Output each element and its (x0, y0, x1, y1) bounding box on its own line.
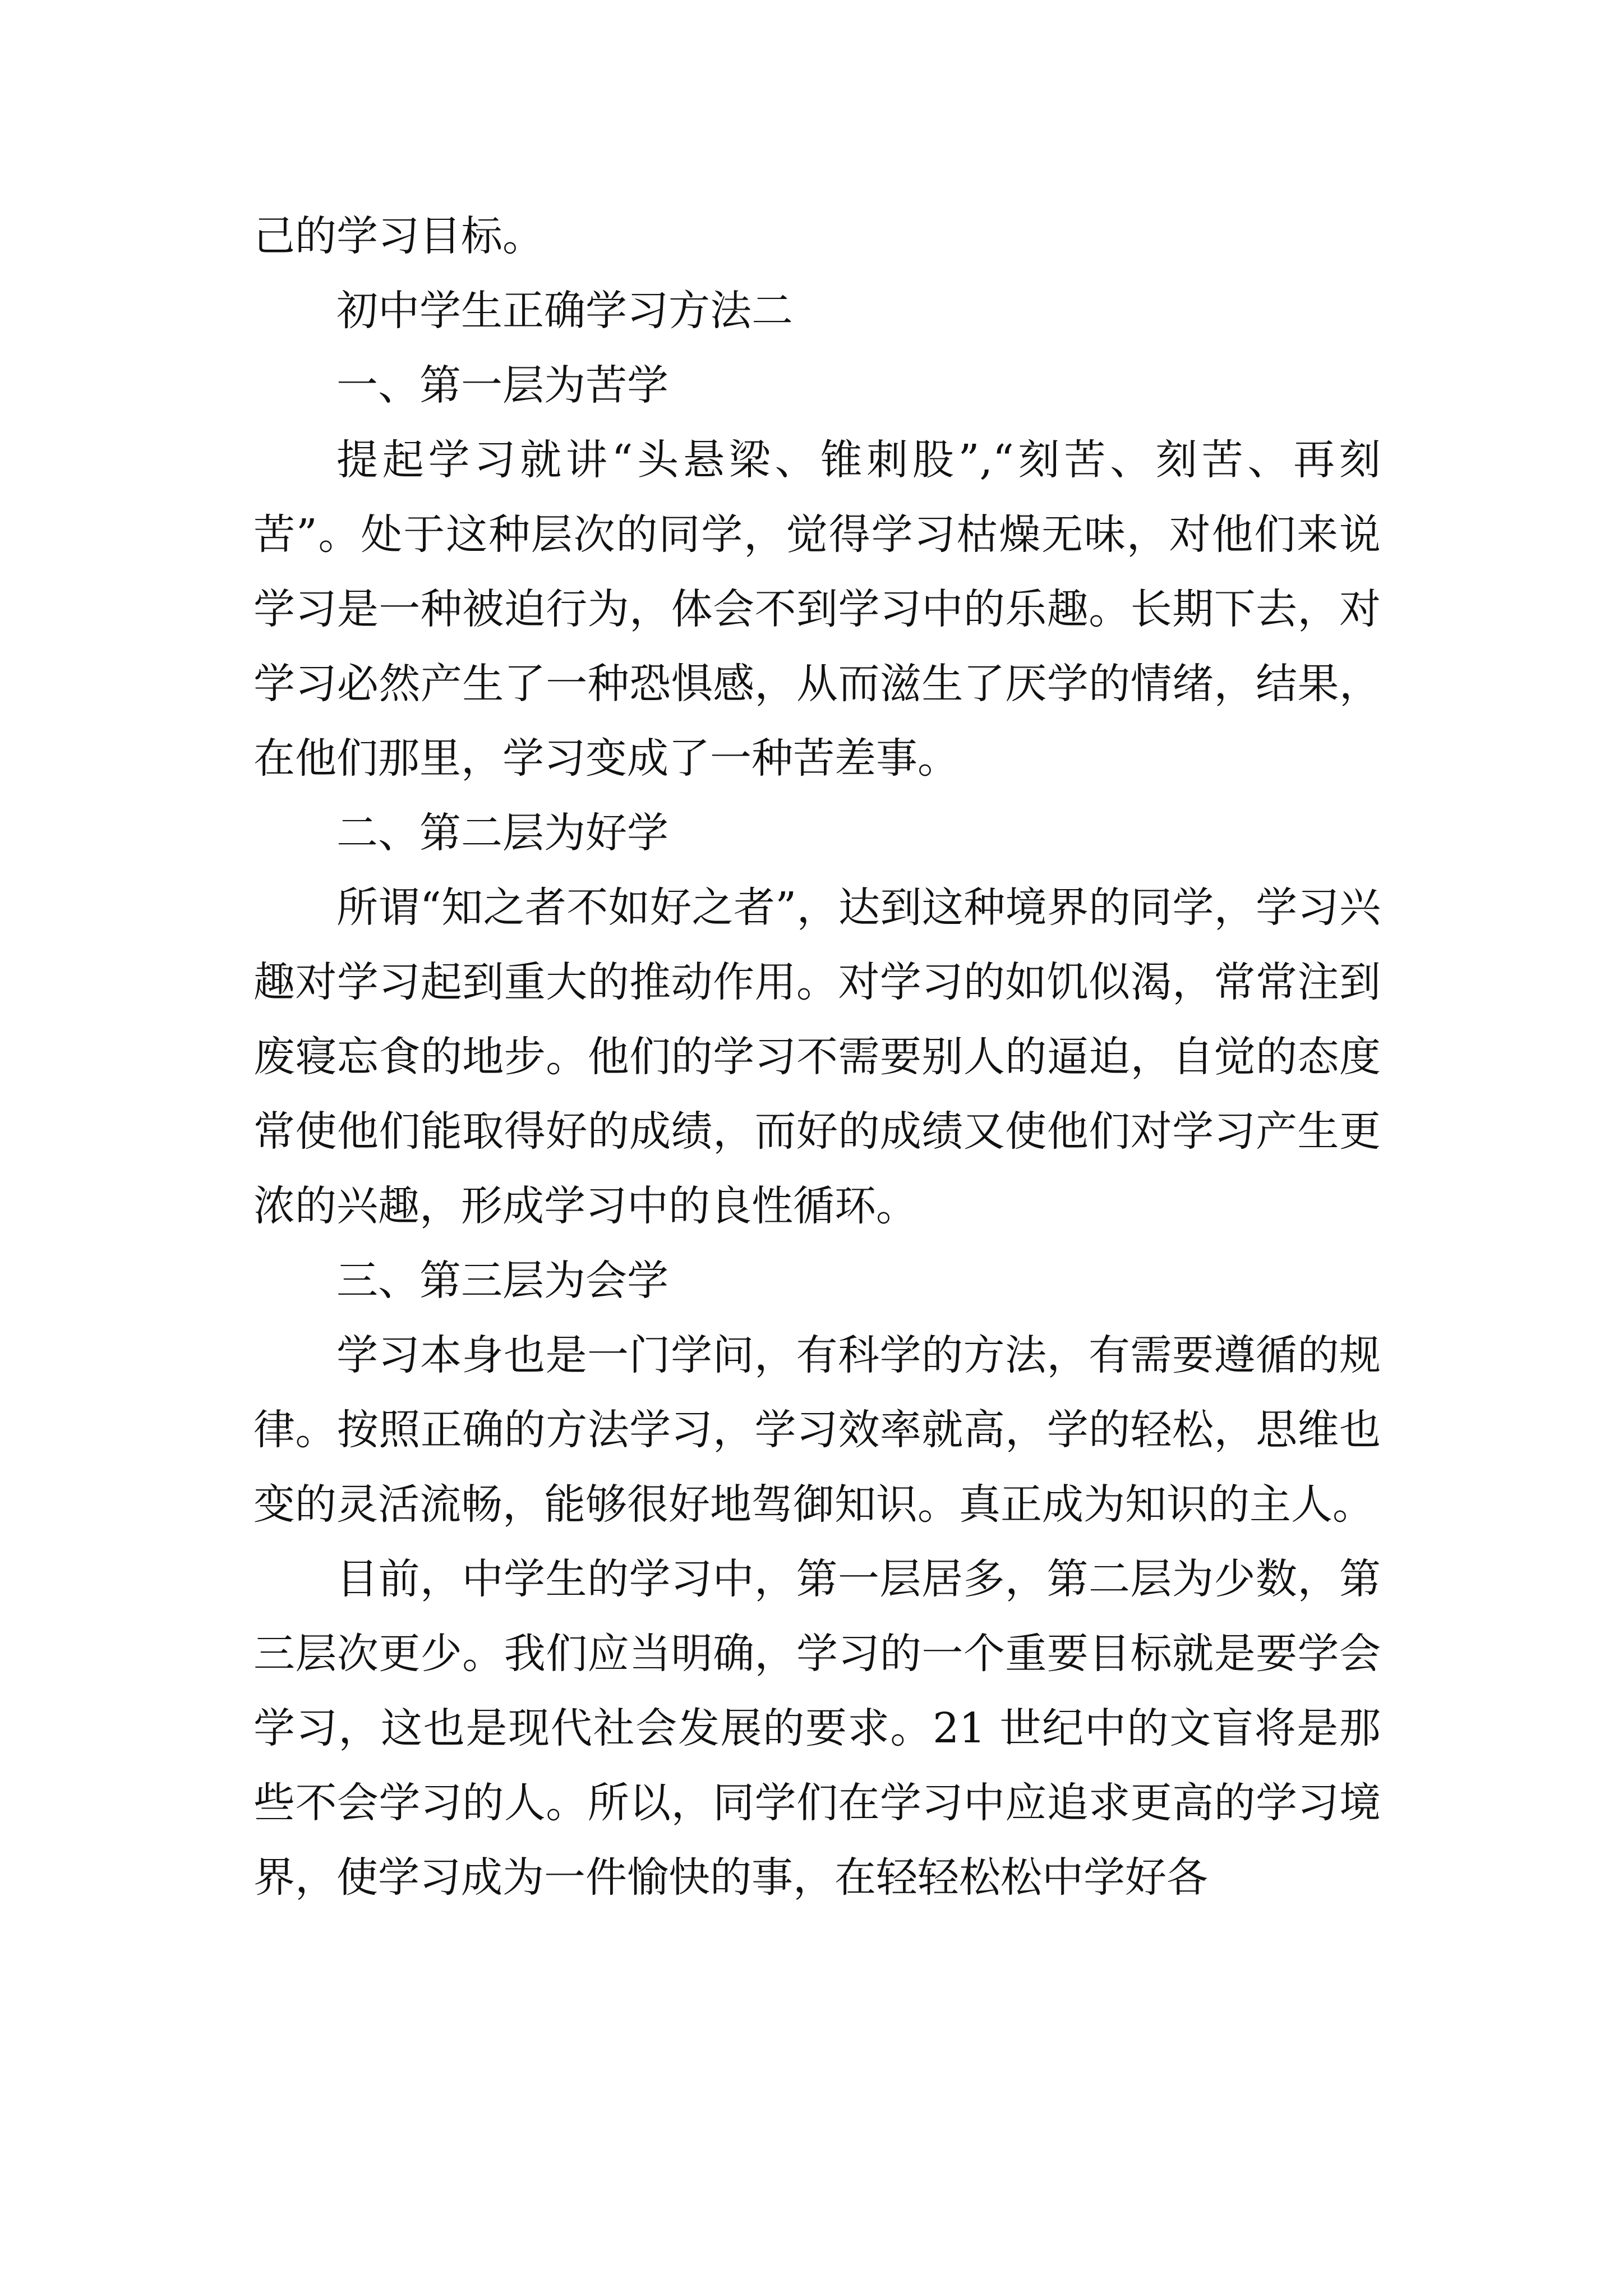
heading-level-three: 三、第三层为会学 (336, 1257, 668, 1305)
paragraph-conclusion: 目前，中学生的学习中，第一层居多，第二层为少数，第三层次更少。我们应当明确，学习的一个重要目标就是要学会学习，这也是现代社会发展的要求。21 世纪中的文盲将是那些不会学习的人。所以，同学们在学习中应追求更高的学习境界，使学习成为一件愉快的事，在轻轻松松中学好各 (253, 1555, 1381, 1902)
paragraph-level-two: 所谓“知之者不如好之者”，达到这种境界的同学，学习兴趣对学习起到重大的推动作用。对学习的如饥似渴，常常注到废寝忘食的地步。他们的学习不需要别人的逼迫，自觉的态度常使他们能取得好的成绩，而好的成绩又使他们对学习产生更浓的兴趣，形成学习中的良性循环。 (253, 884, 1381, 1230)
heading-level-one: 一、第一层为苦学 (336, 361, 668, 409)
heading-level-two: 二、第二层为好学 (336, 809, 668, 857)
paragraph-level-three: 学习本身也是一门学问，有科学的方法，有需要遵循的规律。按照正确的方法学习，学习效率就高，学的轻松，思维也变的灵活流畅，能够很好地驾御知识。真正成为知识的主人。 (253, 1331, 1381, 1529)
section-title: 初中学生正确学习方法二 (336, 287, 793, 335)
document-page (253, 199, 1381, 1915)
paragraph-continuation: 己的学习目标。 (253, 212, 544, 260)
paragraph-level-one: 提起学习就讲“头悬梁、锥刺股”,“刻苦、刻苦、再刻苦”。处于这种层次的同学，觉得学习枯燥无味，对他们来说学习是一种被迫行为，体会不到学习中的乐趣。长期下去，对学习必然产生了一种恐惧感，从而滋生了厌学的情绪，结果，在他们那里，学习变成了一种苦差事。 (253, 436, 1381, 783)
